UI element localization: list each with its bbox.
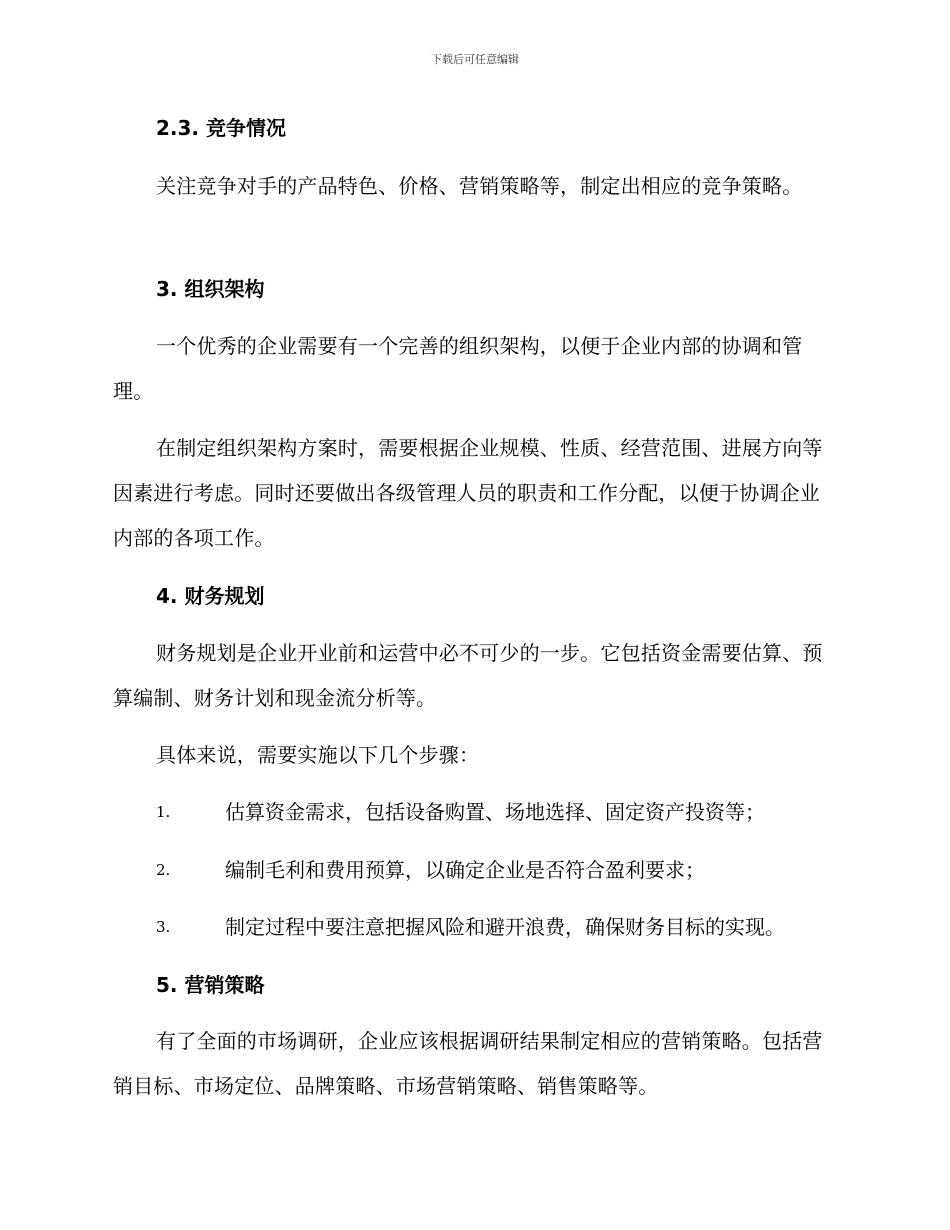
section-heading-competition: 2.3. 竞争情况	[156, 116, 286, 140]
list-number: 3.	[156, 918, 171, 936]
paragraph-finance-1: 财务规划是企业开业前和运营中必不可少的一步。它包括资金需要估算、预算编制、财务计划和现金流分析等。	[113, 641, 823, 710]
list-item	[113, 912, 835, 942]
page-header: 下载后可任意编辑	[431, 53, 519, 66]
paragraph-organization-1: 一个优秀的企业需要有一个完善的组织架构，以便于企业内部的协调和管理。	[113, 334, 803, 403]
paragraph-organization-2: 在制定组织架构方案时，需要根据企业规模、性质、经营范围、进展方向等因素进行考虑。同时还要做出各级管理人员的职责和工作分配，以便于协调企业内部的各项工作。	[113, 436, 823, 550]
list-number: 1.	[156, 803, 171, 821]
list-text: 估算资金需求，包括设备购置、场地选择、固定资产投资等；	[225, 800, 765, 824]
paragraph-competition: 关注竞争对手的产品特色、价格、营销策略等，制定出相应的竞争策略。	[156, 174, 803, 198]
section-heading-organization: 3. 组织架构	[156, 277, 265, 301]
section-heading-finance: 4. 财务规划	[156, 584, 265, 608]
list-item	[113, 855, 835, 885]
list-number: 2.	[156, 861, 171, 879]
paragraph-marketing: 有了全面的市场调研，企业应该根据调研结果制定相应的营销策略。包括营销目标、市场定位、品牌策略、市场营销策略、销售策略等。	[113, 1029, 823, 1098]
list-item	[113, 797, 835, 827]
list-text: 编制毛利和费用预算，以确定企业是否符合盈利要求；	[225, 858, 705, 882]
list-text: 制定过程中要注意把握风险和避开浪费，确保财务目标的实现。	[225, 915, 785, 939]
section-heading-marketing: 5. 营销策略	[156, 973, 265, 997]
paragraph-finance-2: 具体来说，需要实施以下几个步骤：	[156, 743, 480, 767]
